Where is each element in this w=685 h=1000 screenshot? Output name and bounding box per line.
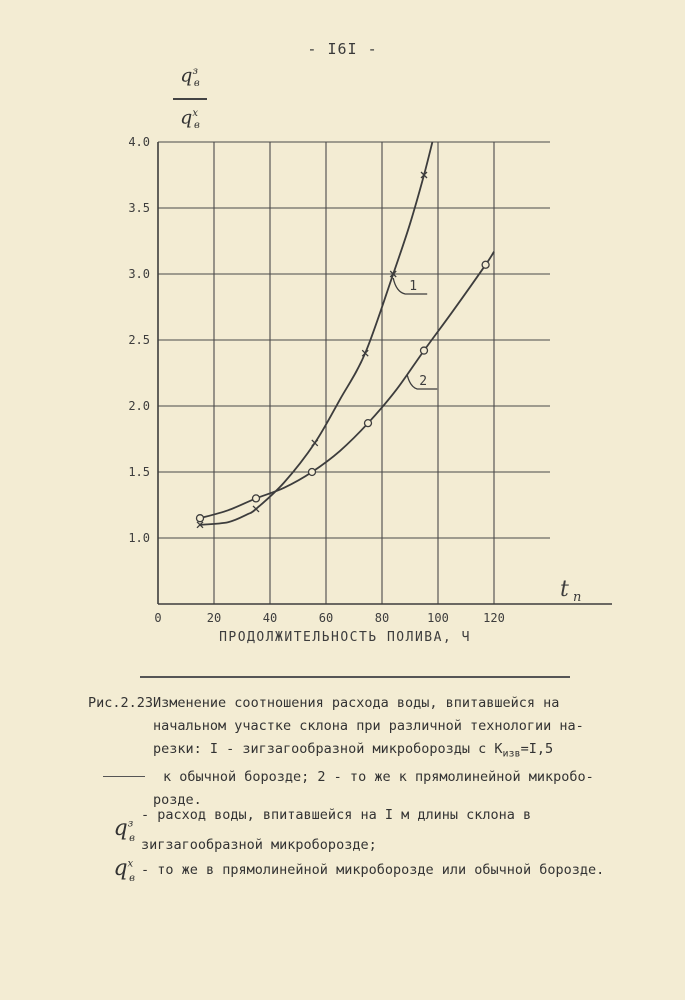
y-tick-label: 3.5 <box>128 201 150 215</box>
x-axis-symbol: t <box>560 577 569 602</box>
x-tick-label: 60 <box>318 611 334 625</box>
y-label-denominator: $q^х_в$ <box>180 105 200 131</box>
legend-dash <box>103 776 145 777</box>
series-1-label: 1 <box>409 279 418 294</box>
y-tick-label: 1.0 <box>128 531 150 545</box>
y-label-numerator: $q^з_в$ <box>180 64 200 90</box>
y-tick-label: 3.0 <box>128 267 150 281</box>
caption-line-3: резки: I - зигзагообразной микроборозды с $K_{изв}=I,5$ <box>153 741 554 760</box>
symbol-q-z: $q^з_в$ <box>113 816 135 844</box>
series-2-point <box>197 515 204 522</box>
series-2-point <box>365 420 372 427</box>
legend-entry-qz <box>100 800 660 860</box>
figure-caption <box>88 692 628 812</box>
series-1-line <box>200 142 432 525</box>
legend-text-3: - то же в прямолинейной микроборозде или обычной борозде. <box>141 862 605 878</box>
x-tick-label: 40 <box>262 611 278 625</box>
page-number: - I6I - <box>307 40 378 58</box>
grid <box>158 142 550 604</box>
y-tick-label: 1.5 <box>128 465 150 479</box>
series-2-point <box>482 261 489 268</box>
x-axis-title: ПРОДОЛЖИТЕЛЬНОСТЬ ПОЛИВА, Ч <box>219 630 471 645</box>
series-2-point <box>421 347 428 354</box>
y-tick-label: 2.5 <box>128 333 150 347</box>
series-2-point <box>309 469 316 476</box>
caption-line-5: розде. <box>153 791 202 808</box>
series-2-label: 2 <box>419 374 428 389</box>
x-tick-label: 80 <box>374 611 390 625</box>
series-1-point <box>253 506 259 512</box>
series-2-point <box>253 495 260 502</box>
x-tick-label: 100 <box>427 611 449 625</box>
caption-line-1: Изменение соотношения расхода воды, впитавшейся на <box>153 695 560 711</box>
x-tick-label: 20 <box>206 611 222 625</box>
legend-text-1: - расход воды, впитавшейся на I м длины склона в <box>141 807 532 823</box>
x-axis-symbol-sub: п <box>573 590 582 605</box>
x-tick-label: 0 <box>154 611 162 625</box>
series-2-line <box>200 252 494 519</box>
caption-line-4: к обычной борозде; 2 - то же к прямолинейной микробо- <box>163 768 594 785</box>
symbol-q-x: $q^х_в$ <box>113 856 135 884</box>
x-tick-label: 120 <box>483 611 505 625</box>
y-tick-label: 4.0 <box>128 135 150 149</box>
series-1-point <box>312 440 318 446</box>
caption-line-2: начальном участке склона при различной технологии на- <box>153 718 584 734</box>
separator-rule <box>140 676 570 678</box>
y-tick-label: 2.0 <box>128 399 150 413</box>
caption-label: Рис.2.23 <box>88 695 154 711</box>
legend-text-2: зигзагообразной микроборозде; <box>141 837 377 853</box>
legend-entry-qx <box>100 855 660 885</box>
